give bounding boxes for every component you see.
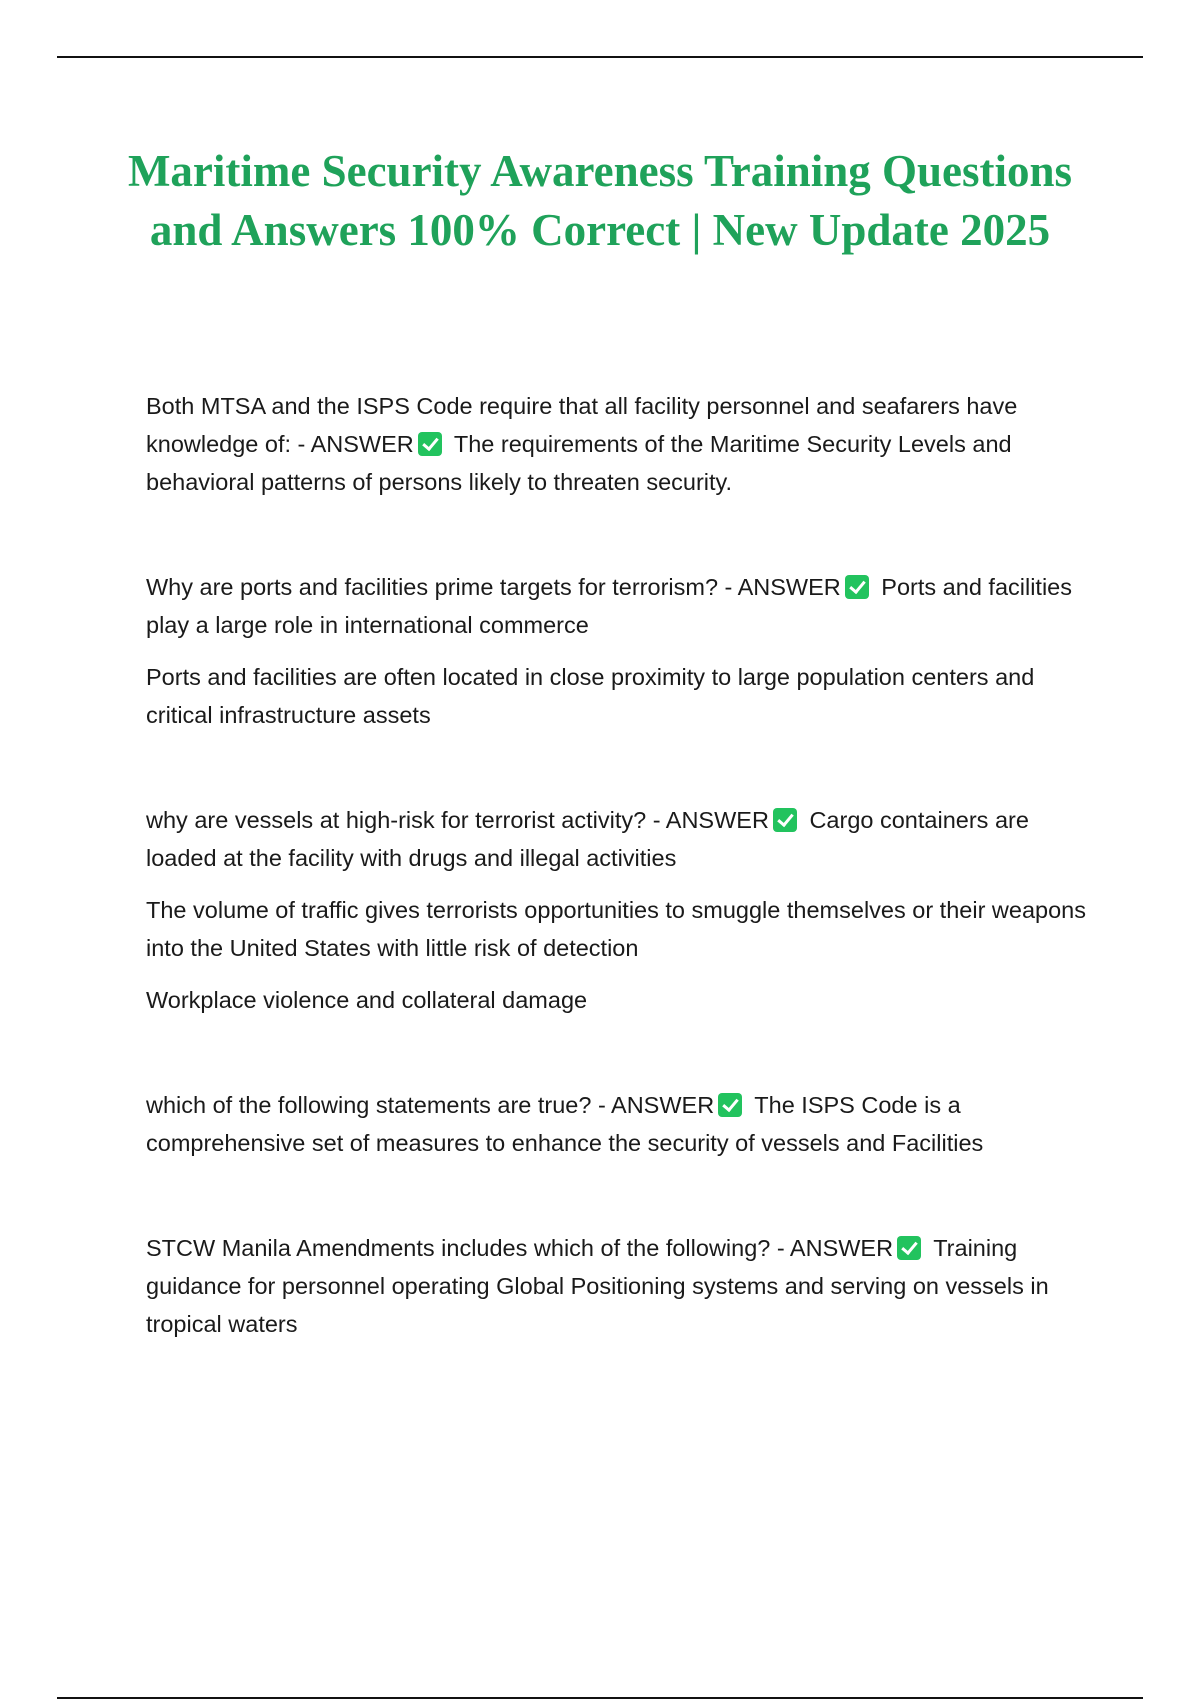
document-title: Maritime Security Awareness Training Questions and Answers 100% Correct | New Update 2025: [127, 146, 1073, 255]
question-text: why are vessels at high-risk for terrorist activity? - ANSWER: [146, 807, 769, 833]
qa-item: [146, 568, 1096, 734]
check-mark-icon: [718, 1093, 742, 1117]
check-mark-icon: [773, 808, 797, 832]
qa-item: [146, 387, 1096, 501]
qa-question-line: [146, 801, 1096, 877]
check-mark-icon: [845, 575, 869, 599]
qa-question-line: [146, 387, 1096, 501]
check-mark-icon: [418, 432, 442, 456]
qa-item: [146, 1229, 1096, 1343]
qa-item: [146, 1086, 1096, 1162]
answer-text: The ISPS Code is a comprehensive set of measures to enhance the security of vessels and Facilities: [146, 1092, 984, 1156]
qa-list: [146, 387, 1096, 1410]
question-text: which of the following statements are true? - ANSWER: [146, 1092, 715, 1118]
answer-text: Training guidance for personnel operating Global Positioning systems and serving on vessels in tropical waters: [146, 1235, 1049, 1337]
answer-text: The volume of traffic gives terrorists opportunities to smuggle themselves or their weapons into the United States with little risk of detection: [146, 897, 1086, 961]
question-text: Why are ports and facilities prime targets for terrorism? - ANSWER: [146, 574, 841, 600]
qa-question-line: [146, 1086, 1096, 1162]
answer-text: The requirements of the Maritime Security Levels and behavioral patterns of persons likely to threaten security.: [146, 431, 1012, 495]
answer-text: Workplace violence and collateral damage: [146, 987, 588, 1013]
header-rule: [57, 56, 1143, 58]
question-text: STCW Manila Amendments includes which of the following? - ANSWER: [146, 1235, 894, 1261]
answer-text: Cargo containers are loaded at the facility with drugs and illegal activities: [146, 807, 1029, 871]
answer-text: Ports and facilities are often located in close proximity to large population centers and critical infrastructure assets: [146, 664, 1035, 728]
footer-rule: [57, 1697, 1143, 1699]
check-mark-icon: [897, 1236, 921, 1260]
question-text: Both MTSA and the ISPS Code require that all facility personnel and seafarers have knowledge of: - ANSWER: [146, 393, 1018, 457]
qa-question-line: [146, 568, 1096, 644]
qa-question-line: [146, 1229, 1096, 1343]
qa-item: [146, 801, 1096, 1019]
answer-text: Ports and facilities play a large role in international commerce: [146, 574, 1072, 638]
